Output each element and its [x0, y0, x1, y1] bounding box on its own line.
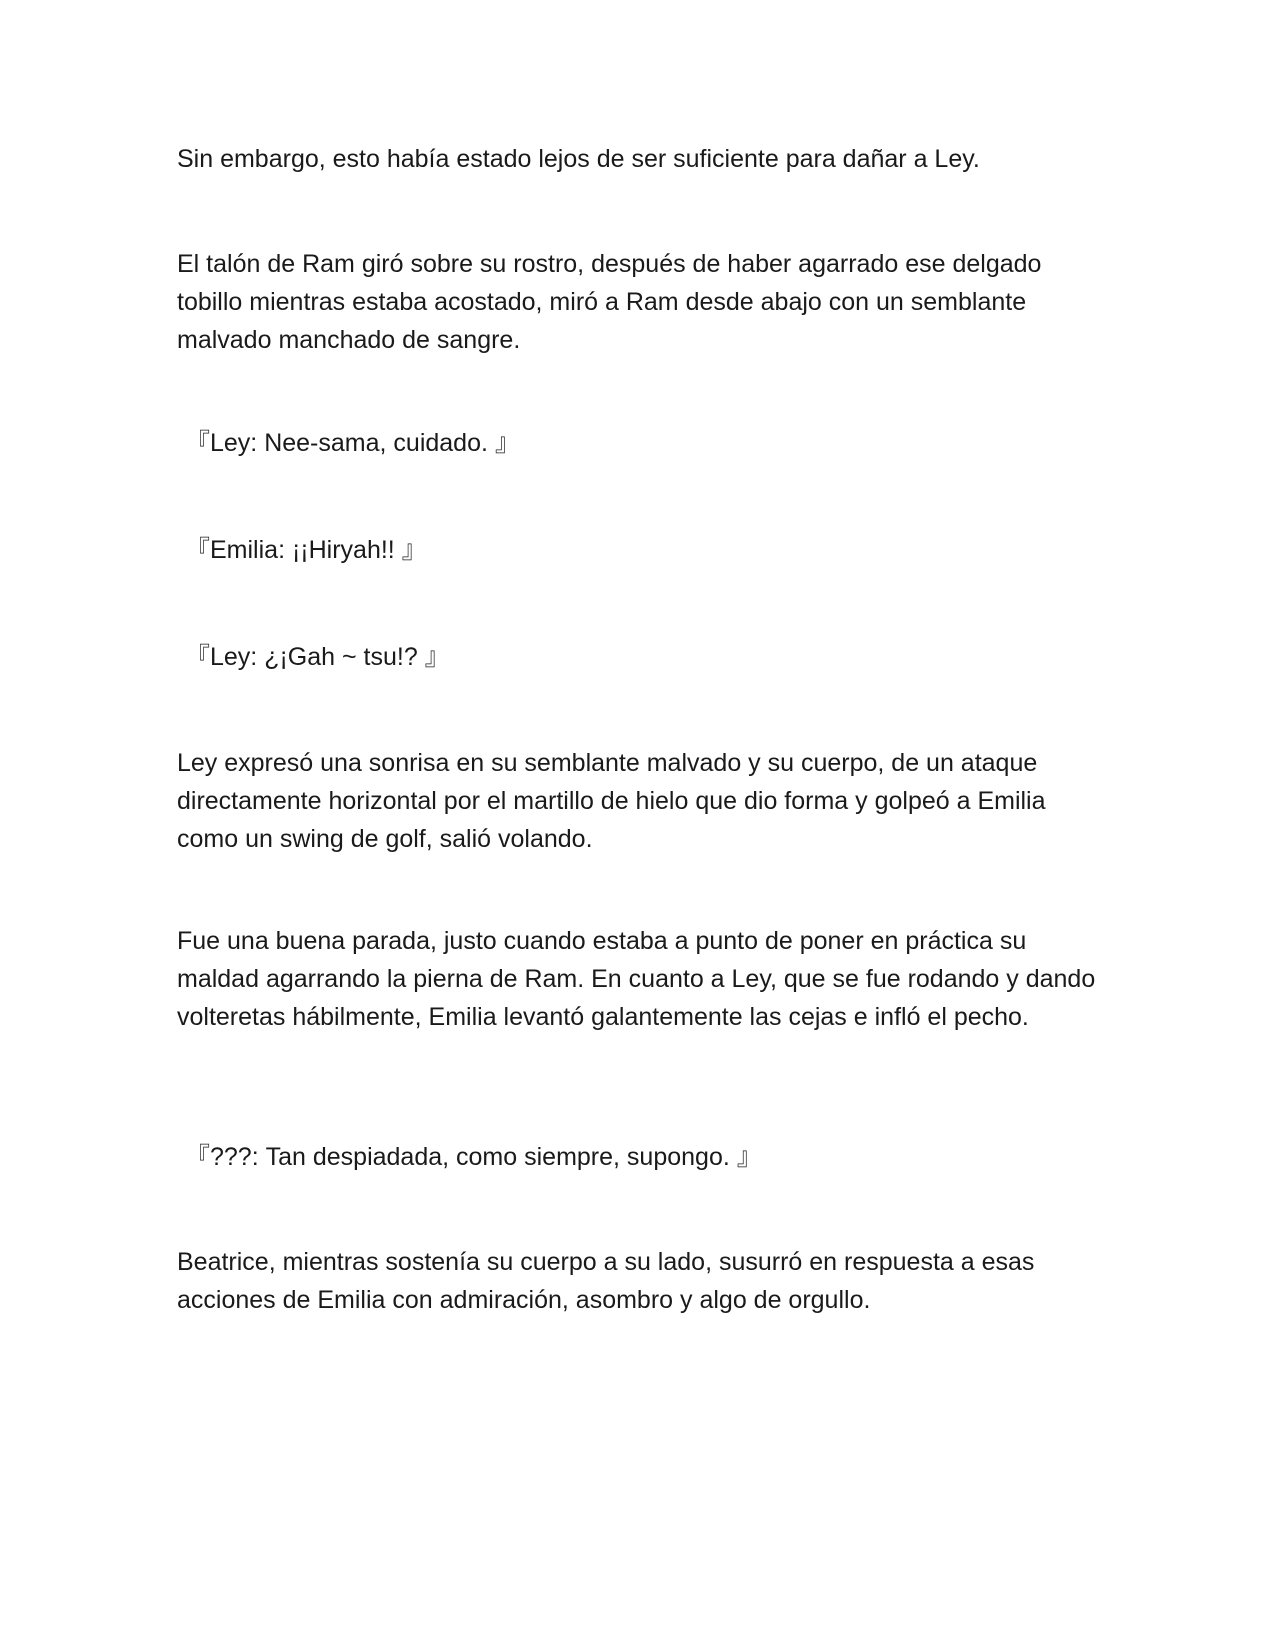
paragraph-2: El talón de Ram giró sobre su rostro, después de haber agarrado ese delgado tobillo mientras estaba acostado, miró a Ram desde abajo con un semblante malvado manchado de sangre. — [177, 250, 1042, 354]
dialogue-unknown: 『???: Tan despiadada, como siempre, supongo. 』 — [185, 1143, 762, 1171]
dialogue-ley-1: 『Ley: Nee-sama, cuidado. 』 — [185, 429, 520, 457]
paragraph-3: Ley expresó una sonrisa en su semblante malvado y su cuerpo, de un ataque directamente horizontal por el martillo de hielo que dio forma y golpeó a Emilia como un swing de golf, salió volando. — [177, 749, 1046, 853]
paragraph-4: Fue una buena parada, justo cuando estaba a punto de poner en práctica su maldad agarrando la pierna de Ram. En cuanto a Ley, que se fue rodando y dando volteretas hábilmente, Emilia levantó galantemente las cejas e infló el pecho. — [177, 927, 1096, 1031]
dialogue-emilia-1: 『Emilia: ¡¡Hiryah!! 』 — [185, 536, 427, 564]
paragraph-5: Beatrice, mientras sostenía su cuerpo a su lado, susurró en respuesta a esas acciones de Emilia con admiración, asombro y algo de orgullo. — [177, 1248, 1035, 1314]
dialogue-ley-2: 『Ley: ¿¡Gah ~ tsu!? 』 — [185, 643, 450, 671]
paragraph-1: Sin embargo, esto había estado lejos de ser suficiente para dañar a Ley. — [177, 145, 980, 173]
